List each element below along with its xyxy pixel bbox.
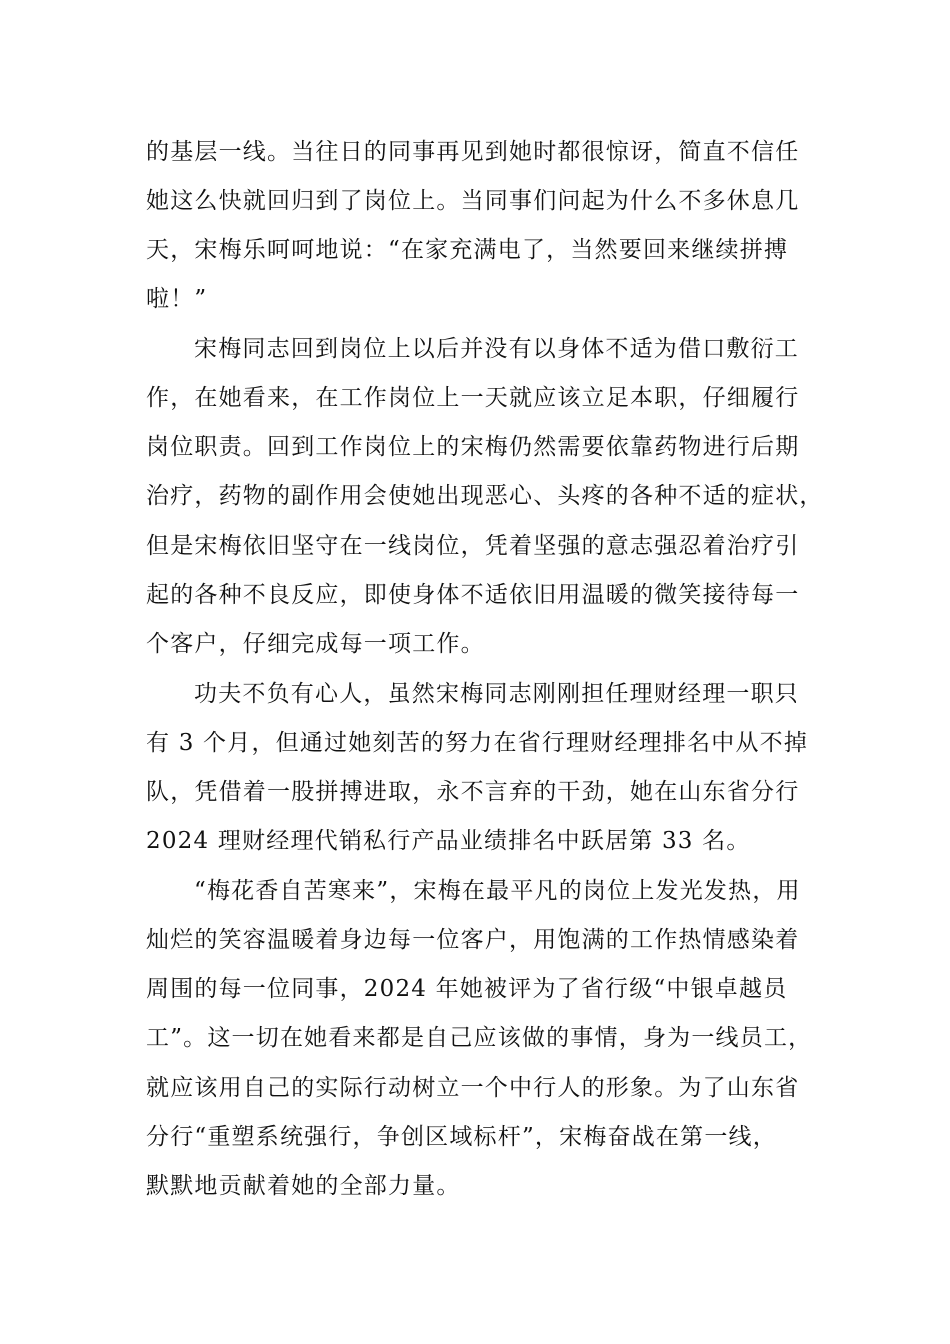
- paragraph-2-line-4: 治疗，药物的副作用会使她出现恶心、头疼的各种不适的症状，: [146, 483, 824, 509]
- paragraph-4-line-4: 工”。这一切在她看来都是自己应该做的事情，身为一线员工，: [146, 1025, 813, 1051]
- paragraph-3-line-1: 功夫不负有心人，虽然宋梅同志刚刚担任理财经理一职只: [194, 681, 799, 707]
- paragraph-3-line-4: 2024 理财经理代销私行产品业绩排名中跃居第 33 名。: [146, 828, 751, 854]
- paragraph-2-line-3: 岗位职责。回到工作岗位上的宋梅仍然需要依靠药物进行后期: [146, 434, 800, 460]
- paragraph-2-line-5: 但是宋梅依旧坚守在一线岗位，凭着坚强的意志强忍着治疗引: [146, 533, 800, 559]
- paragraph-4-line-1: “梅花香自苦寒来”，宋梅在最平凡的岗位上发光发热，用: [194, 878, 801, 904]
- paragraph-3-line-3: 队，凭借着一股拼搏进取，永不言弃的干劲，她在山东省分行: [146, 779, 800, 805]
- paragraph-1-line-2: 她这么快就回归到了岗位上。当同事们问起为什么不多休息几: [146, 188, 800, 214]
- paragraph-2-line-1: 宋梅同志回到岗位上以后并没有以身体不适为借口敷衍工: [194, 336, 799, 362]
- paragraph-4-line-6: 分行“重塑系统强行，争创区域标杆”，宋梅奋战在第一线，: [146, 1124, 777, 1150]
- paragraph-2-line-7: 个客户，仔细完成每一项工作。: [146, 631, 485, 657]
- paragraph-3-line-2: 有 3 个月，但通过她刻苦的努力在省行理财经理排名中从不掉: [146, 730, 809, 756]
- paragraph-4-line-3: 周围的每一位同事，2024 年她被评为了省行级“中银卓越员: [146, 976, 788, 1002]
- paragraph-4-line-7: 默默地贡献着她的全部力量。: [146, 1173, 461, 1199]
- paragraph-2-line-6: 起的各种不良反应，即使身体不适依旧用温暖的微笑接待每一: [146, 582, 800, 608]
- paragraph-2-line-2: 作，在她看来，在工作岗位上一天就应该立足本职，仔细履行: [146, 385, 800, 411]
- paragraph-4-line-2: 灿烂的笑容温暖着身边每一位客户，用饱满的工作热情感染着: [146, 927, 800, 953]
- paragraph-1-line-1: 的基层一线。当往日的同事再见到她时都很惊讶，简直不信任: [146, 139, 800, 165]
- paragraph-1-line-3: 天，宋梅乐呵呵地说：“在家充满电了，当然要回来继续拼搏: [146, 237, 789, 263]
- paragraph-1-line-4: 啦！”: [146, 286, 208, 312]
- paragraph-4-line-5: 就应该用自己的实际行动树立一个中行人的形象。为了山东省: [146, 1075, 800, 1101]
